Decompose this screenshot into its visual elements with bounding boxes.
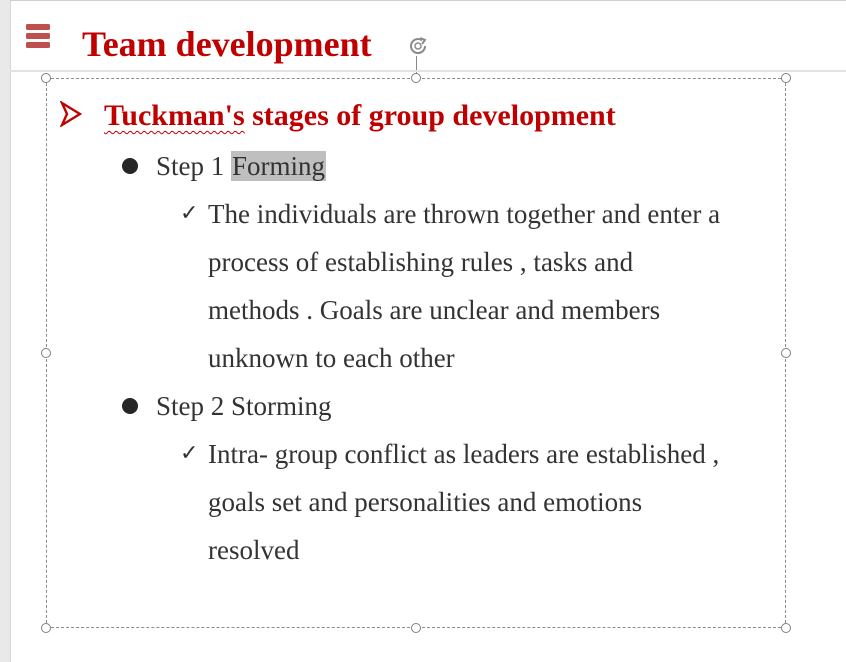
text-box-content[interactable] [60, 94, 780, 574]
detail-text: process of establishing rules , tasks and [208, 247, 634, 277]
resize-handle-middle-left[interactable] [41, 348, 51, 358]
left-panel-edge [0, 0, 11, 662]
detail-line [60, 190, 780, 238]
detail-line [60, 526, 780, 574]
step-text [156, 382, 332, 430]
detail-line [60, 238, 780, 286]
hamburger-icon[interactable] [26, 24, 50, 48]
slide-title[interactable]: Team development [82, 24, 372, 64]
heading-rest: stages of group development [244, 99, 616, 132]
top-edge [10, 0, 846, 1]
title-divider [10, 70, 846, 72]
heading-text [104, 94, 616, 138]
detail-text: unknown to each other [208, 343, 455, 373]
detail-line [60, 478, 780, 526]
step-prefix: Step 1 [156, 151, 232, 181]
detail-text: Intra- group conflict as leaders are established , [208, 439, 720, 469]
resize-handle-bottom-center[interactable] [411, 623, 421, 633]
rotate-handle-icon[interactable] [406, 34, 430, 58]
detail-line [60, 334, 780, 382]
checkmark-icon: ✓ [180, 201, 199, 226]
detail-text: resolved [208, 535, 300, 565]
step-line [60, 382, 780, 430]
detail-text: goals set and personalities and emotions [208, 487, 643, 517]
resize-handle-bottom-left[interactable] [41, 623, 51, 633]
step-text [156, 142, 326, 190]
resize-handle-top-left[interactable] [41, 73, 51, 83]
detail-line [60, 286, 780, 334]
selected-text-forming[interactable]: Forming [232, 151, 326, 181]
detail-text: The individuals are thrown together and enter a [208, 199, 721, 229]
step-name: Storming [231, 391, 332, 421]
checkmark-icon: ✓ [180, 441, 199, 466]
heading-line [60, 94, 780, 142]
spellcheck-underlined-word[interactable]: Tuckman's [104, 99, 245, 132]
filled-circle-bullet-icon [122, 158, 138, 174]
step-line [60, 142, 780, 190]
resize-handle-middle-right[interactable] [781, 348, 791, 358]
resize-handle-top-center[interactable] [411, 73, 421, 83]
arrowhead-bullet-icon [60, 101, 82, 127]
detail-text: methods . Goals are unclear and members [208, 295, 661, 325]
resize-handle-bottom-right[interactable] [781, 623, 791, 633]
detail-line [60, 430, 780, 478]
filled-circle-bullet-icon [122, 398, 138, 414]
step-prefix: Step 2 [156, 391, 232, 421]
resize-handle-top-right[interactable] [781, 73, 791, 83]
